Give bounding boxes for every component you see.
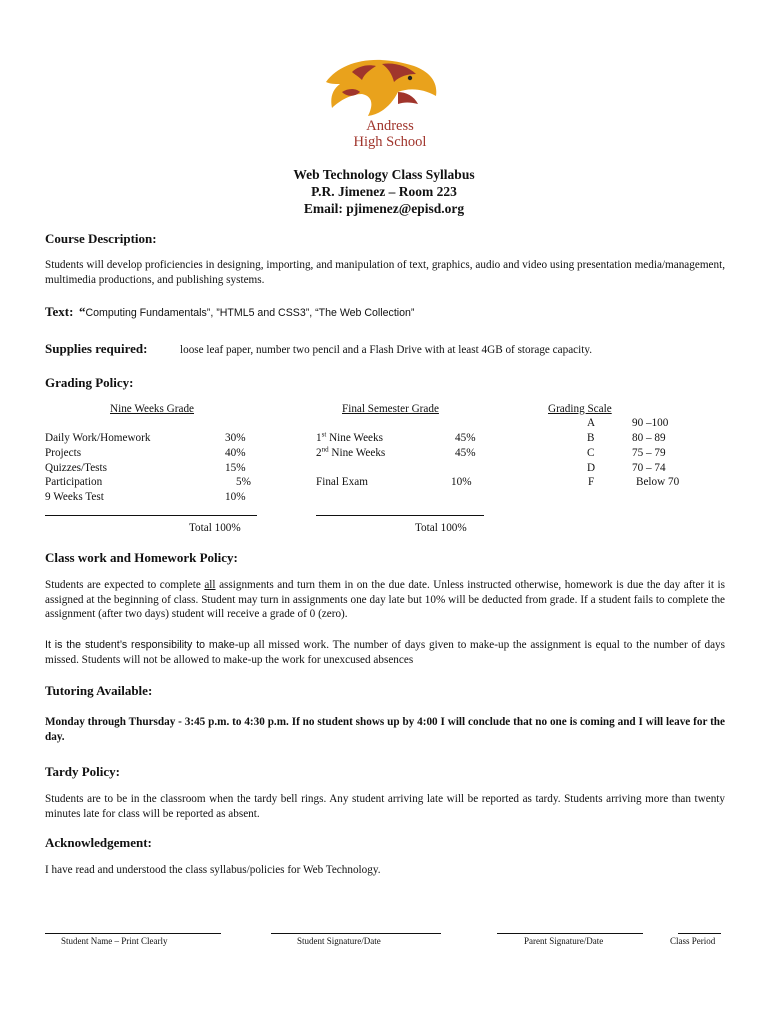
semester-final-exam: Final Exam [316, 476, 368, 488]
semester-header: Final Semester Grade [342, 403, 439, 415]
semester-row-2-pct: 45% [455, 447, 476, 459]
semester-row-1-sup: st [321, 430, 327, 439]
nine-weeks-row-pct: 30% [225, 432, 246, 444]
semester-row-1-name: Nine Weeks [326, 432, 383, 444]
student-name-line[interactable] [45, 933, 221, 934]
nine-weeks-row-name: Participation [45, 476, 103, 488]
school-logo-line2: High School [353, 134, 427, 150]
teacher-room: P.R. Jimenez – Room 223 [311, 184, 457, 199]
syllabus-title: Web Technology Class Syllabus [293, 167, 475, 182]
semester-final-pct: 10% [451, 476, 472, 488]
nine-weeks-header: Nine Weeks Grade [110, 403, 195, 415]
parent-signature-line[interactable] [497, 933, 643, 934]
scale-letter: A [587, 417, 596, 429]
semester-row-1 [316, 431, 383, 446]
semester-total-rule [316, 515, 484, 516]
homework-text-b: assignments and turn them in on the due date. Unless instructed otherwise, homework is due the day after it is assigned at the beginning of class. Student may turn in assignments one day late but 10% will be deducted from grade. If a student fails to complete the assignment (after two days) student will receive a grade of 0 (zero). [45, 579, 725, 621]
tutoring-text: Monday through Thursday - 3:45 p.m. to 4:30 p.m. If no student shows up by 4:00 I will conclude that no one is coming and I will leave for the day. [45, 716, 725, 743]
grading-policy-heading: Grading Policy: [45, 375, 134, 390]
nine-weeks-total: Total 100% [189, 522, 241, 534]
student-signature-label: Student Signature/Date [297, 936, 381, 946]
teacher-email: Email: pjimenez@episd.org [303, 201, 465, 216]
acknowledgement-heading: Acknowledgement: [45, 835, 152, 850]
class-period-line[interactable] [678, 933, 721, 934]
parent-signature-label: Parent Signature/Date [524, 936, 604, 946]
nine-weeks-row-name: 9 Weeks Test [45, 491, 104, 503]
makeup-text-a: It is the student’s responsibility to make [45, 639, 235, 651]
scale-letter: D [587, 462, 596, 474]
grading-scale-header: Grading Scale [548, 403, 612, 415]
supplies-heading: Supplies required: [45, 341, 148, 356]
homework-text-a: Students are expected to complete [45, 579, 205, 591]
student-signature-line[interactable] [271, 933, 441, 934]
student-name-label: Student Name – Print Clearly [61, 936, 168, 946]
makeup-text-b: -up all missed work. The number of days given to make-up the assignment is equal to the number of days missed. Students will not be allowed to make-up the work for unexcused absences [45, 639, 725, 666]
text-label: Text: [45, 304, 74, 319]
supplies-text: loose leaf paper, number two pencil and a Flash Drive with at least 4GB of storage capacity. [180, 344, 593, 356]
nine-weeks-total-rule [45, 515, 257, 516]
acknowledgement-text: I have read and understood the class syllabus/policies for Web Technology. [45, 864, 381, 876]
makeup-policy-text [45, 638, 725, 667]
homework-text-all: all [204, 579, 216, 591]
nine-weeks-row-pct: 15% [225, 462, 246, 474]
semester-row-2-num: 2 [316, 447, 322, 459]
semester-row-2 [316, 446, 385, 461]
semester-row-1-num: 1 [316, 432, 322, 444]
text-books: Computing Fundamentals”, ”HTML5 and CSS3”, “The Web Collection” [85, 307, 415, 319]
semester-row-2-name: Nine Weeks [328, 447, 386, 459]
scale-range: 80 – 89 [632, 432, 666, 444]
scale-letter: C [587, 447, 595, 459]
nine-weeks-row-name: Projects [45, 447, 82, 459]
class-period-label: Class Period [670, 936, 716, 946]
tardy-text: Students are to be in the classroom when the tardy bell rings. Any student arriving late will be reported as tardy. Students arriving more than twenty minutes late for class will be reported as absent. [45, 793, 725, 820]
school-logo-text [332, 118, 448, 150]
scale-range: 90 –100 [632, 417, 669, 429]
tutoring-heading: Tutoring Available: [45, 683, 153, 698]
tardy-heading: Tardy Policy: [45, 764, 120, 779]
scale-range: 75 – 79 [632, 447, 666, 459]
nine-weeks-row-name: Quizzes/Tests [45, 462, 107, 474]
course-description-heading: Course Description: [45, 231, 157, 246]
nine-weeks-row-pct: 10% [225, 491, 246, 503]
scale-letter: B [587, 432, 595, 444]
nine-weeks-row-pct: 5% [236, 476, 251, 488]
semester-total: Total 100% [415, 522, 467, 534]
school-logo-line1: Andress [366, 118, 414, 134]
homework-policy-heading: Class work and Homework Policy: [45, 550, 238, 565]
semester-row-1-pct: 45% [455, 432, 476, 444]
text-open-quote: “ [79, 304, 86, 319]
text-section [45, 305, 414, 321]
course-description-text: Students will develop proficiencies in designing, importing, and manipulation of text, graphics, audio and video using presentation media/management, multimedia productions, and publishing systems. [45, 259, 725, 286]
scale-letter: F [588, 476, 595, 488]
homework-policy-text [45, 578, 725, 622]
nine-weeks-row-name: Daily Work/Homework [45, 432, 151, 444]
scale-range: Below 70 [636, 476, 680, 488]
semester-row-2-sup: nd [321, 445, 329, 454]
nine-weeks-row-pct: 40% [225, 447, 246, 459]
scale-range: 70 – 74 [632, 462, 666, 474]
